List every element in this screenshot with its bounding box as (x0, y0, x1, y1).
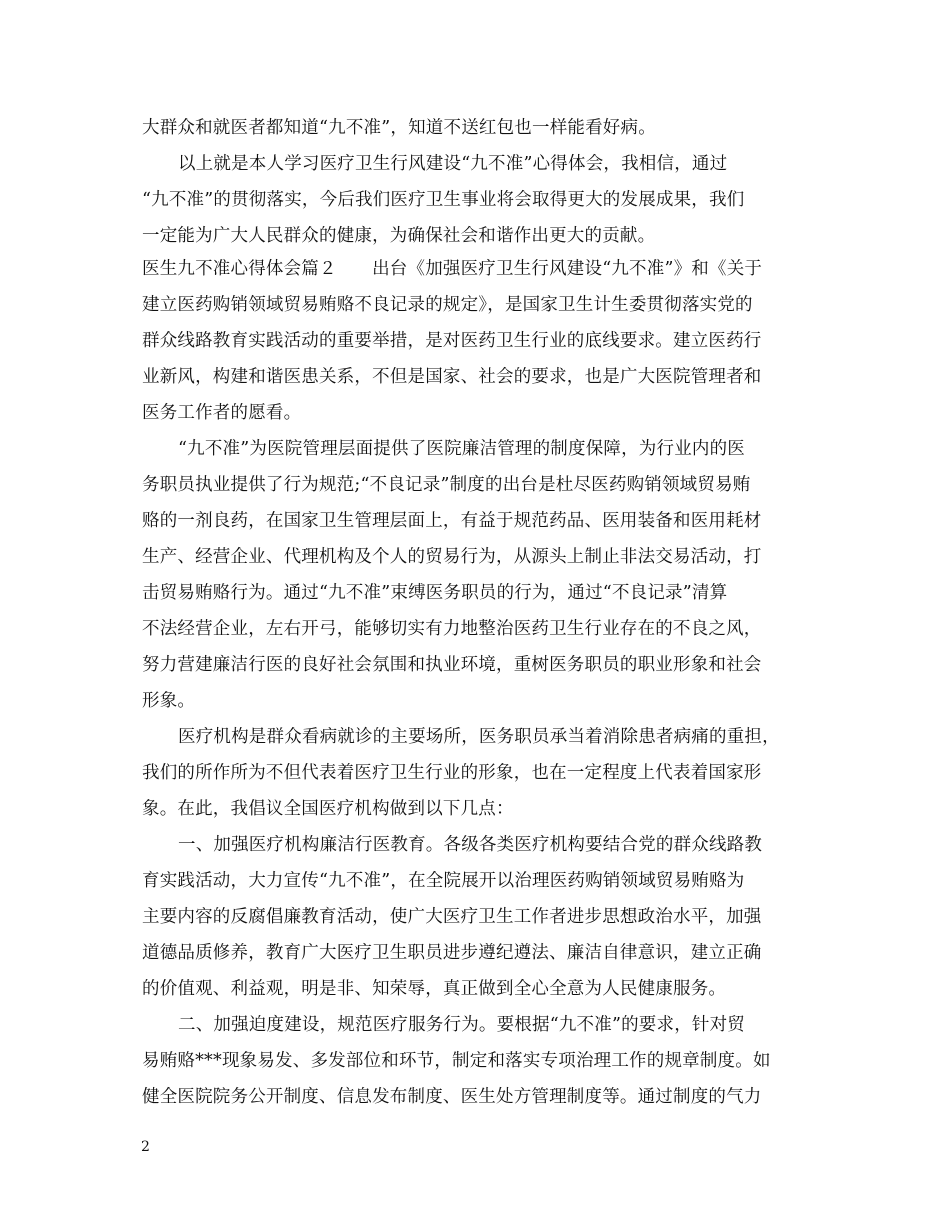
text-line: 赂的一剂良药，在国家卫生管理层面上，有益于规范药品、医用装备和医用耗材 (142, 511, 762, 531)
text-line: 务职员执业提供了行为规范;“不良记录”制度的出台是杜尽医药购销领域贸易贿 (142, 475, 751, 495)
text-line: 医疗机构是群众看病就诊的主要场所，医务职员承当着消除患者病痛的重担， (178, 727, 780, 747)
text-line: 医务工作者的愿看。 (142, 403, 302, 423)
text-line: 育实践活动，大力宣传“九不准”，在全院展开以治理医药购销领域贸易贿赂为 (142, 871, 745, 891)
text-line: 形象。 (142, 691, 196, 711)
text-line: 主要内容的反腐倡廉教育活动，使广大医疗卫生工作者进步思想政治水平，加强 (142, 907, 762, 927)
text-line: 业新风，构建和谐医患关系，不但是国家、社会的要求，也是广大医院管理者和 (142, 367, 762, 387)
text-line: 生产、经营企业、代理机构及个人的贸易行为，从源头上制止非法交易活动，打 (142, 547, 762, 567)
text-line: 努力营建廉洁行医的良好社会氛围和执业环境，重树医务职员的职业形象和社会 (142, 655, 762, 675)
text-line: 不法经营企业，左右开弓，能够切实有力地整治医药卫生行业存在的不良之风， (142, 619, 762, 639)
text-line: “九不准”为医院管理层面提供了医院廉洁管理的制度保障，为行业内的医 (178, 439, 745, 459)
section-heading-line: 医生九不准心得体会篇２ 出台《加强医疗卫生行风建设“九不准”》和《关于 (142, 259, 763, 279)
text-line: 道德品质修养，教育广大医疗卫生职员进步遵纪遵法、廉洁自律意识，建立正确 (142, 943, 762, 963)
text-line: 象。在此，我倡议全国医疗机构做到以下几点： (142, 799, 514, 819)
text-line: 的价值观、利益观，明是非、知荣辱，真正做到全心全意为人民健康服务。 (142, 979, 727, 999)
text-line: 群众线路教育实践活动的重要举措，是对医药卫生行业的底线要求。建立医药行 (142, 331, 762, 351)
text-line: 建立医药购销领域贸易贿赂不良记录的规定》，是国家卫生计生委贯彻落实党的 (142, 295, 753, 315)
text-line: 我们的所作所为不但代表着医疗卫生行业的形象，也在一定程度上代表着国家形 (142, 763, 762, 783)
page-number: 2 (141, 1139, 150, 1155)
text-line: 二、加强迫度建设，规范医疗服务行为。要根据“九不准”的要求，针对贸 (178, 1015, 745, 1035)
text-line: 击贸易贿赂行为。通过“九不准”束缚医务职员的行为，通过“不良记录”清算 (142, 583, 728, 603)
text-line: 以上就是本人学习医疗卫生行风建设“九不准”心得体会，我相信，通过 (178, 154, 728, 174)
text-line: 一、加强医疗机构廉洁行医教育。各级各类医疗机构要结合党的群众线路教 (178, 835, 763, 855)
text-line: 健全医院院务公开制度、信息发布制度、医生处方管理制度等。通过制度的气力 (142, 1087, 762, 1107)
text-line: 一定能为广大人民群众的健康，为确保社会和谐作出更大的贡献。 (142, 226, 656, 246)
text-line: 大群众和就医者都知道“九不准”，知道不送红包也一样能看好病。 (142, 118, 656, 138)
text-line: “九不准”的贯彻落实，今后我们医疗卫生事业将会取得更大的发展成果，我们 (142, 190, 745, 210)
text-line: 易贿赂***现象易发、多发部位和环节，制定和落实专项治理工作的规章制度。如 (142, 1051, 771, 1071)
